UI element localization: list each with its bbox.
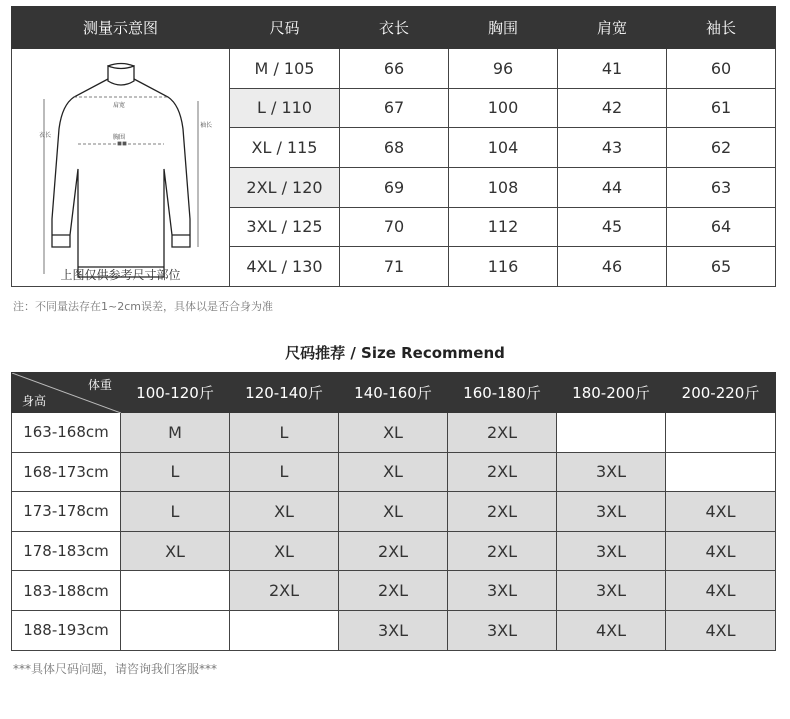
table-row	[12, 413, 776, 453]
header-shoulder: 肩宽	[558, 7, 667, 49]
recommend-size-cell: L	[121, 492, 230, 532]
weight-header: 120-140斤	[230, 373, 339, 413]
sleeve-cell: 60	[667, 49, 776, 89]
recommend-size-cell: 3XL	[557, 531, 666, 571]
size-cell: L / 110	[230, 88, 340, 128]
size-recommend-table	[11, 372, 776, 651]
height-cell: 163-168cm	[12, 413, 121, 453]
weight-header: 100-120斤	[121, 373, 230, 413]
shoulder-cell: 42	[558, 88, 667, 128]
height-cell: 188-193cm	[12, 610, 121, 650]
diagram-label-length: 衣长	[39, 132, 52, 139]
size-cell: M / 105	[230, 49, 340, 89]
recommend-size-cell: L	[121, 452, 230, 492]
length-cell: 70	[340, 207, 449, 247]
sleeve-cell: 62	[667, 128, 776, 168]
shoulder-cell: 41	[558, 49, 667, 89]
recommend-size-cell: 4XL	[666, 571, 776, 611]
chest-cell: 100	[449, 88, 558, 128]
recommend-size-cell: 3XL	[339, 610, 448, 650]
recommend-size-cell: 2XL	[448, 531, 557, 571]
recommend-size-cell: 2XL	[339, 571, 448, 611]
size-cell: 2XL / 120	[230, 167, 340, 207]
weight-header: 160-180斤	[448, 373, 557, 413]
recommend-size-cell	[666, 413, 776, 453]
table-row	[12, 49, 776, 89]
size-cell: XL / 115	[230, 128, 340, 168]
size-cell: 4XL / 130	[230, 247, 340, 287]
weight-header: 140-160斤	[339, 373, 448, 413]
table-row	[12, 571, 776, 611]
table-row	[12, 610, 776, 650]
size-chart-table	[11, 6, 776, 287]
chest-cell: 104	[449, 128, 558, 168]
recommend-size-cell: 4XL	[666, 531, 776, 571]
support-note: ***具体尺码问题，请咨询我们客服***	[13, 662, 218, 676]
recommend-header-row	[12, 373, 776, 413]
header-chest: 胸围	[449, 7, 558, 49]
recommend-size-cell: M	[121, 413, 230, 453]
table-row	[12, 492, 776, 532]
recommend-size-cell: XL	[230, 492, 339, 532]
length-cell: 67	[340, 88, 449, 128]
header-size: 尺码	[230, 7, 340, 49]
diagram-label-chest: 胸围	[113, 134, 126, 141]
recommend-size-cell: XL	[339, 413, 448, 453]
recommend-size-cell: XL	[121, 531, 230, 571]
size-chart-header-row	[12, 7, 776, 49]
diagram-label-sleeve: 袖长	[200, 122, 213, 129]
header-diagram: 测量示意图	[12, 7, 230, 49]
corner-weight-label: 体重	[87, 378, 112, 392]
sleeve-cell: 64	[667, 207, 776, 247]
recommend-size-cell: 2XL	[448, 413, 557, 453]
weight-header: 180-200斤	[557, 373, 666, 413]
shoulder-cell: 46	[558, 247, 667, 287]
sleeve-cell: 63	[667, 167, 776, 207]
sleeve-cell: 61	[667, 88, 776, 128]
recommend-size-cell: 3XL	[557, 571, 666, 611]
diagram-label-shoulder: 肩宽	[113, 102, 126, 109]
sweater-outline-icon	[12, 49, 228, 286]
corner-header	[12, 373, 121, 413]
length-cell: 68	[340, 128, 449, 168]
recommend-size-cell: 2XL	[230, 571, 339, 611]
table-row	[12, 452, 776, 492]
recommend-size-cell: 3XL	[448, 571, 557, 611]
length-cell: 71	[340, 247, 449, 287]
diagram-caption: 上图仅供参考尺寸部位	[60, 268, 181, 282]
shoulder-cell: 44	[558, 167, 667, 207]
recommend-size-cell: 2XL	[339, 531, 448, 571]
recommend-size-cell: 3XL	[557, 492, 666, 532]
chest-cell: 112	[449, 207, 558, 247]
chest-cell: 116	[449, 247, 558, 287]
recommend-title: 尺码推荐 / Size Recommend	[285, 344, 505, 362]
measurement-note: 注：不同量法存在1~2cm误差，具体以是否合身为准	[13, 300, 273, 313]
weight-header: 200-220斤	[666, 373, 776, 413]
chest-cell: 108	[449, 167, 558, 207]
sleeve-cell: 65	[667, 247, 776, 287]
header-sleeve: 袖长	[667, 7, 776, 49]
measurement-diagram	[12, 49, 230, 287]
recommend-size-cell	[557, 413, 666, 453]
recommend-size-cell: L	[230, 452, 339, 492]
shoulder-cell: 43	[558, 128, 667, 168]
recommend-size-cell: 3XL	[448, 610, 557, 650]
recommend-size-cell: L	[230, 413, 339, 453]
recommend-size-cell: 4XL	[666, 610, 776, 650]
recommend-size-cell: 4XL	[666, 492, 776, 532]
height-cell: 168-173cm	[12, 452, 121, 492]
length-cell: 66	[340, 49, 449, 89]
recommend-size-cell: XL	[339, 492, 448, 532]
recommend-size-cell	[121, 610, 230, 650]
recommend-size-cell: 2XL	[448, 492, 557, 532]
chest-cell: 96	[449, 49, 558, 89]
table-row	[12, 531, 776, 571]
size-cell: 3XL / 125	[230, 207, 340, 247]
recommend-size-cell: 4XL	[557, 610, 666, 650]
recommend-size-cell	[230, 610, 339, 650]
recommend-size-cell: 3XL	[557, 452, 666, 492]
height-cell: 178-183cm	[12, 531, 121, 571]
recommend-size-cell: 2XL	[448, 452, 557, 492]
corner-height-label: 身高	[22, 394, 47, 408]
recommend-size-cell: XL	[230, 531, 339, 571]
shoulder-cell: 45	[558, 207, 667, 247]
recommend-size-cell: XL	[339, 452, 448, 492]
height-cell: 173-178cm	[12, 492, 121, 532]
height-cell: 183-188cm	[12, 571, 121, 611]
header-length: 衣长	[340, 7, 449, 49]
recommend-size-cell	[666, 452, 776, 492]
length-cell: 69	[340, 167, 449, 207]
recommend-size-cell	[121, 571, 230, 611]
